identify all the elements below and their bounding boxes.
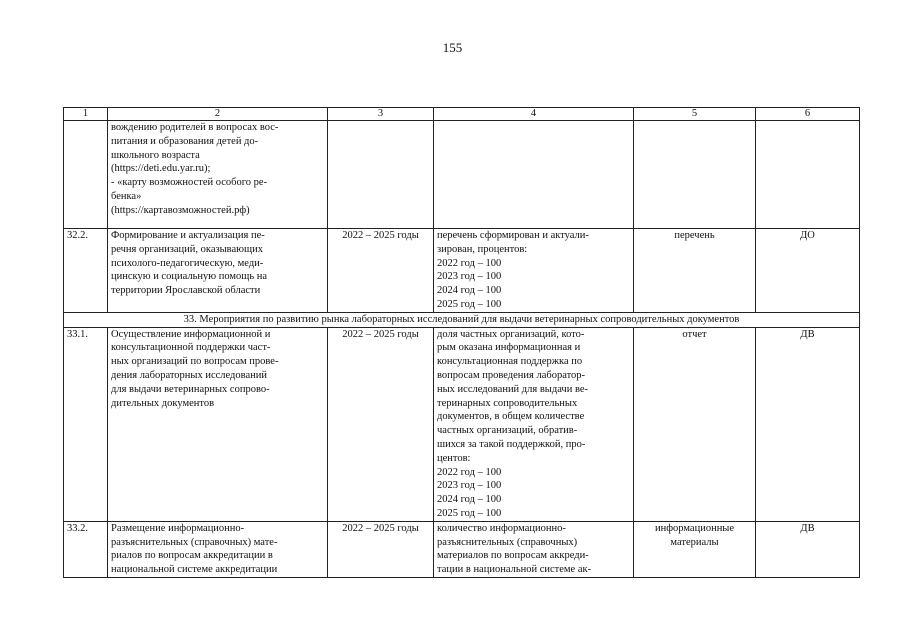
row-number-cell	[64, 121, 108, 229]
result-cell	[634, 121, 756, 229]
indicator-line: 2022 год – 100	[437, 466, 502, 478]
result-line: перечень	[674, 230, 715, 241]
activity-cell	[108, 121, 328, 229]
activity-line: бенка»	[111, 190, 142, 202]
table-row-33-1	[64, 327, 860, 521]
activity-line: питания и образования детей до-	[111, 135, 259, 147]
indicator-line: 2023 год – 100	[437, 271, 502, 283]
result-cell	[634, 521, 756, 577]
indicator-line: документов, в общем количестве	[437, 411, 585, 423]
header-col-5: 5	[634, 108, 756, 121]
indicator-cell	[434, 327, 634, 521]
header-col-3: 3	[328, 108, 434, 121]
indicator-line: 2025 год – 100	[437, 507, 502, 519]
indicator-cell	[434, 521, 634, 577]
executor-cell: ДО	[756, 229, 860, 313]
indicator-cell	[434, 121, 634, 229]
executor-cell: ДВ	[756, 327, 860, 521]
indicator-line: вопросам проведения лаборатор-	[437, 369, 586, 381]
period-cell: 2022 – 2025 годы	[328, 327, 434, 521]
activity-line: национальной системе аккредитации	[111, 564, 278, 576]
activity-line: психолого-педагогическую, меди-	[111, 257, 264, 269]
indicator-cell	[434, 229, 634, 313]
indicator-line: теринарных сопроводительных	[437, 397, 578, 409]
period-cell	[328, 121, 434, 229]
indicator-line: 2025 год – 100	[437, 298, 502, 310]
activity-line: вождению родителей в вопросах вос-	[111, 122, 279, 133]
table-row-32-2	[64, 229, 860, 313]
activity-line: Формирование и актуализация пе-	[111, 230, 265, 241]
result-cell	[634, 327, 756, 521]
activity-cell	[108, 521, 328, 577]
indicator-line: центов:	[437, 452, 471, 464]
header-col-2: 2	[108, 108, 328, 121]
result-line: информационные	[654, 522, 735, 534]
result-cell	[634, 229, 756, 313]
activity-cell	[108, 327, 328, 521]
activity-line: (https://картавозможностей.рф)	[111, 204, 250, 216]
period-cell: 2022 – 2025 годы	[328, 229, 434, 313]
activity-line: дения лабораторных исследований	[111, 369, 267, 381]
header-col-1: 1	[64, 108, 108, 121]
activity-line: Осуществление информационной и	[111, 328, 271, 340]
activity-cell	[108, 229, 328, 313]
measures-table	[63, 107, 860, 578]
activity-line: территории Ярославской области	[111, 285, 261, 297]
indicator-line: доля частных организаций, кото-	[437, 328, 585, 340]
executor-cell: ДВ	[756, 521, 860, 577]
executor-cell	[756, 121, 860, 229]
result-line: материалы	[670, 536, 719, 548]
indicator-line: 2022 год – 100	[437, 257, 502, 269]
indicator-line: перечень сформирован и актуали-	[437, 230, 589, 241]
activity-line: речня организаций, оказывающих	[111, 243, 263, 255]
indicator-line: консультационная поддержка по	[437, 356, 583, 368]
period-cell: 2022 – 2025 годы	[328, 521, 434, 577]
indicator-line: шихся за такой поддержкой, про-	[437, 438, 586, 450]
activity-line: для выдачи ветеринарных сопрово-	[111, 383, 270, 395]
table-row-continuation	[64, 121, 860, 229]
indicator-line: 2024 год – 100	[437, 285, 502, 297]
activity-line: разъяснительных (справочных) мате-	[111, 536, 278, 548]
indicator-line: 2024 год – 100	[437, 494, 502, 506]
section-heading: 33. Мероприятия по развитию рынка лабораторных исследований для выдачи ветеринарных сопроводительных документов	[64, 312, 860, 327]
indicator-line: материалов по вопросам аккреди-	[437, 550, 589, 562]
section-row-33	[64, 312, 860, 327]
header-col-4: 4	[434, 108, 634, 121]
activity-line: цинскую и социальную помощь на	[111, 271, 268, 283]
activity-line: Размещение информационно-	[111, 522, 245, 534]
header-col-6: 6	[756, 108, 860, 121]
header-row	[64, 108, 860, 121]
activity-line: риалов по вопросам аккредитации в	[111, 550, 273, 562]
indicator-line: количество информационно-	[437, 522, 566, 534]
indicator-line: тации в национальной системе ак-	[437, 564, 592, 576]
row-number-cell: 33.2.	[64, 521, 108, 577]
result-line: отчет	[682, 328, 707, 340]
indicator-line: 2023 год – 100	[437, 480, 502, 492]
activity-line: (https://deti.edu.yar.ru);	[111, 163, 211, 175]
row-number-cell: 33.1.	[64, 327, 108, 521]
activity-line: консультационной поддержки част-	[111, 342, 271, 354]
indicator-line: частных организаций, обратив-	[437, 425, 578, 437]
activity-line: дительных документов	[111, 397, 215, 409]
indicator-line: зирован, процентов:	[437, 243, 528, 255]
indicator-line: рым оказана информационная и	[437, 342, 581, 354]
activity-line: школьного возраста	[111, 149, 200, 161]
table-row-33-2	[64, 521, 860, 577]
indicator-line: разъяснительных (справочных)	[437, 536, 578, 548]
indicator-line: ных исследований для выдачи ве-	[437, 383, 589, 395]
activity-line: - «карту возможностей особого ре-	[111, 177, 268, 189]
activity-line: ных организаций по вопросам прове-	[111, 356, 279, 368]
row-number-cell: 32.2.	[64, 229, 108, 313]
page-number: 155	[442, 40, 463, 55]
